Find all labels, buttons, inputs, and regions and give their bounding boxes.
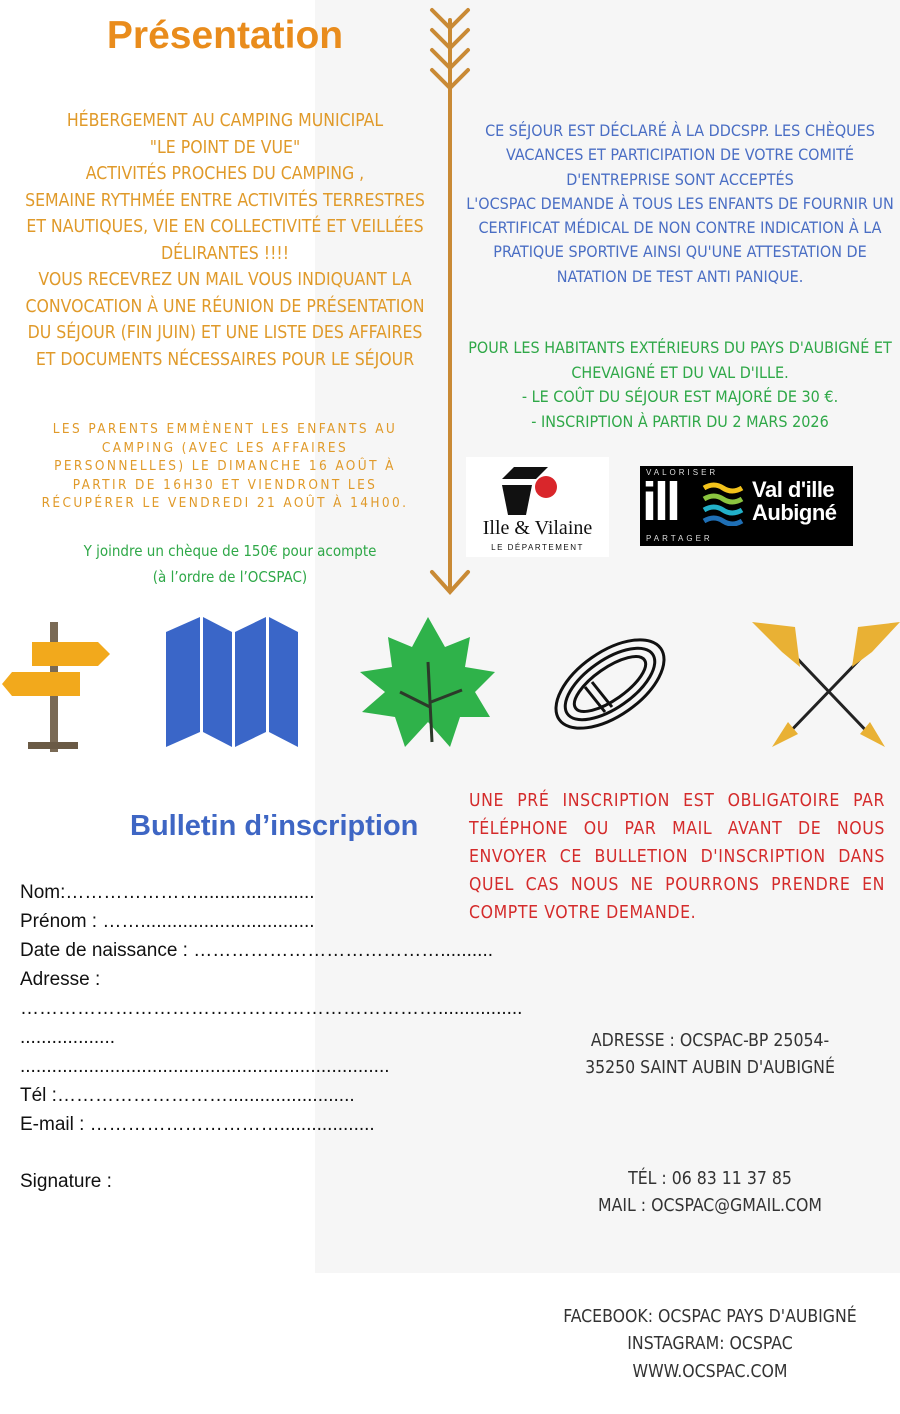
contact-address: ADRESSE : OCSPAC-BP 25054- 35250 SAINT AUBIN D'AUBIGNÉ (585, 1030, 835, 1078)
signpost-icon (2, 622, 110, 752)
val-ille-bottom: PARTAGER (646, 534, 713, 543)
val-ille-logo (640, 466, 853, 546)
field-adresse-line1[interactable]: …………………………………………………………................ (20, 998, 523, 1019)
rope-icon (541, 622, 679, 746)
field-date-naissance[interactable]: Date de naissance : ………………………………….......... (20, 940, 494, 961)
contact-phone-mail: TÉL : 06 83 11 37 85 MAIL : OCSPAC@GMAIL.COM (598, 1168, 822, 1216)
cheque-text: Y joindre un chèque de 150€ pour acompte (à l’ordre de l’OCSPAC) (83, 542, 377, 586)
val-ille-top: VALORISER (646, 468, 719, 477)
val-ille-name-2: Aubigné (752, 500, 837, 525)
bulletin-title: Bulletin d’inscription (130, 810, 419, 842)
contact-info (545, 1000, 875, 1414)
leaf-icon (360, 617, 495, 747)
contact-social: FACEBOOK: OCSPAC PAYS D'AUBIGNÉ INSTAGRAM: OCSPAC WWW.OCSPAC.COM (563, 1306, 857, 1382)
intro-text: HÉBERGEMENT AU CAMPING MUNICIPAL "LE POINT DE VUE" ACTIVITÉS PROCHES DU CAMPING , SEMAINE RYTHMÉE ENTRE ACTIVITÉS TERRESTRES ET NAUTIQUES, VIE EN COLLECTIVITÉ ET VEILLÉES DÉLIRANTES !!!! VOUS RECEVREZ UN MAIL VOUS INDIQUANT LA CONVOCATION À UNE RÉUNION DE PRÉSENTATION DU SÉJOUR (FIN JUIN) ET UNE LISTE DES AFFAIRES ET DOCUMENTS NÉCESSAIRES POUR LE SÉJOUR (25, 111, 425, 370)
map-icon (166, 617, 298, 747)
field-adresse-line2[interactable]: .................. (20, 1027, 116, 1048)
parents-text: LES PARENTS EMMÈNENT LES ENFANTS AU CAMPING (AVEC LES AFFAIRES PERSONNELLES) LE DIMANCHE 16 AOÛT À PARTIR DE 16H30 ET VIENDRONT LES RÉCUPÉRER LE VENDREDI 21 AOÛT À 14H00. (41, 421, 409, 511)
val-ille-mark: ill (642, 472, 679, 532)
ille-vilaine-name: Ille & Vilaine (482, 517, 593, 539)
field-nom[interactable]: Nom:…………………...................... (20, 882, 315, 903)
field-signature[interactable]: Signature : (20, 1171, 112, 1192)
crossed-arrows-icon (752, 622, 900, 747)
waves-icon (702, 482, 744, 526)
val-ille-name-1: Val d'ille (752, 477, 835, 502)
icon-row (0, 612, 900, 757)
field-prenom[interactable]: Prénom : ……................................. (20, 911, 315, 932)
field-email[interactable]: E-mail : ………………………….................. (20, 1114, 375, 1135)
preinscription-notice: UNE PRÉ INSCRIPTION EST OBLIGATOIRE PAR TÉLÉPHONE OU PAR MAIL AVANT DE NOUS ENVOYER CE BULLETION D'INSCRIPTION DANS QUEL CAS NOUS NE POURRONS PRENDRE EN COMPTE VOTRE DEMANDE. (469, 791, 885, 923)
exterior-text: POUR LES HABITANTS EXTÉRIEURS DU PAYS D'AUBIGNÉ ET CHEVAIGNÉ ET DU VAL D'ILLE. - LE COÛT DU SÉJOUR EST MAJORÉ DE 30 €. - INSCRIPTION À PARTIR DU 2 MARS 2026 (468, 338, 892, 431)
ille-vilaine-emblem-icon (466, 457, 609, 557)
ille-vilaine-sub: LE DÉPARTEMENT (491, 543, 584, 552)
ille-vilaine-logo (466, 457, 609, 557)
field-adresse-label: Adresse : (20, 969, 101, 990)
field-adresse-line3[interactable]: ...................................................................... (20, 1056, 390, 1077)
page-title: Présentation (106, 14, 344, 57)
declaration-text: CE SÉJOUR EST DÉCLARÉ À LA DDCSPP. LES CHÈQUES VACANCES ET PARTICIPATION DE VOTRE COMITÉ D'ENTREPRISE SONT ACCEPTÉS L'OCSPAC DEMANDE À TOUS LES ENFANTS DE FOURNIR UN CERTIFICAT MÉDICAL DE NON CONTRE INDICATION À LA PRATIQUE SPORTIVE AINSI QU'UNE ATTESTATION DE NATATION DE TEST ANTI PANIQUE. (466, 121, 894, 286)
field-tel[interactable]: Tél :………………………........................ (20, 1085, 355, 1106)
